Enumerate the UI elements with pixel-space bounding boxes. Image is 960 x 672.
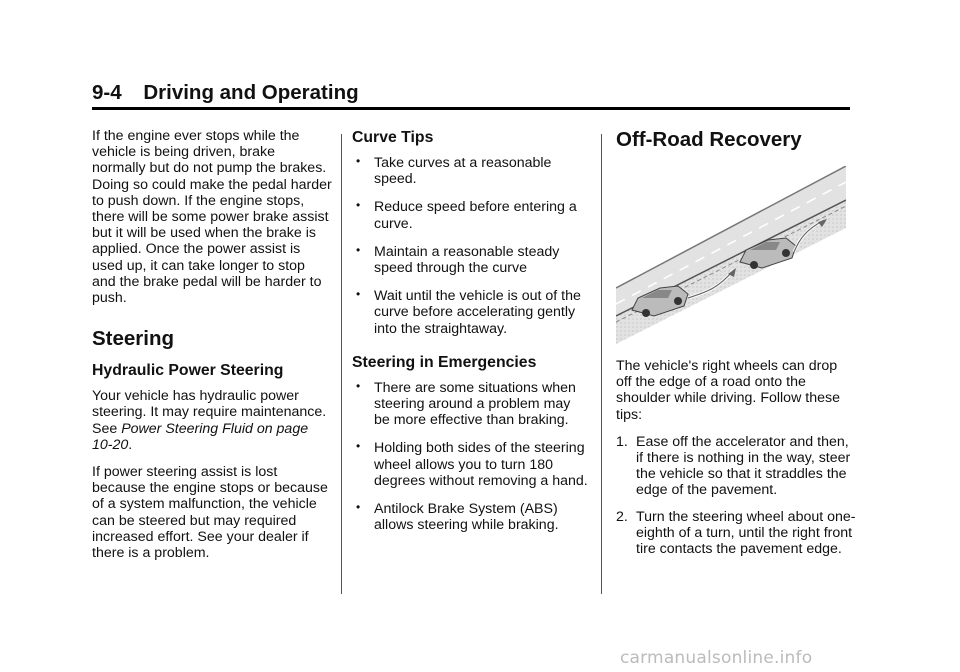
step-number: 1. bbox=[616, 433, 628, 450]
curve-tip-item-text: Reduce speed before entering a curve. bbox=[374, 199, 577, 232]
emergency-tips-list bbox=[352, 380, 590, 534]
off-road-recovery-illustration bbox=[616, 166, 846, 344]
section-title: Driving and Operating bbox=[143, 81, 359, 104]
watermark: carmanualsonline.info bbox=[620, 648, 813, 668]
recovery-step-item bbox=[616, 434, 856, 499]
bullet-icon: • bbox=[356, 500, 361, 515]
curve-tips-list bbox=[352, 155, 590, 337]
bullet-icon: • bbox=[356, 378, 361, 393]
steering-heading: Steering bbox=[92, 327, 175, 351]
hydraulic-text: Your vehicle has hydraulic power steering. It may require maintenance. See bbox=[92, 388, 327, 437]
emergency-tip-item-text: Holding both sides of the steering wheel allows you to turn 180 degrees without removing a hand. bbox=[374, 440, 588, 489]
recovery-step-item bbox=[616, 509, 856, 558]
bullet-icon: • bbox=[356, 242, 361, 257]
curve-tip-item bbox=[352, 244, 590, 276]
curve-tip-item-text: Wait until the vehicle is out of the curve before accelerating gently into the straightaway. bbox=[374, 288, 581, 337]
right-wheels-paragraph: The vehicle's right wheels can drop off the edge of a road onto the shoulder while driving. Follow these tips: bbox=[616, 358, 840, 423]
curve-tip-item bbox=[352, 155, 590, 187]
column-divider bbox=[601, 134, 602, 594]
curve-tip-item bbox=[352, 199, 590, 231]
hydraulic-paragraph bbox=[92, 388, 332, 453]
emergency-tip-item bbox=[352, 380, 590, 429]
page-number: 9-4 bbox=[92, 81, 122, 104]
column-divider bbox=[341, 134, 342, 594]
curve-tip-item bbox=[352, 288, 590, 337]
curve-tip-item-text: Take curves at a reasonable speed. bbox=[374, 155, 552, 188]
hydraulic-text-end: . bbox=[128, 436, 133, 453]
bullet-icon: • bbox=[356, 287, 361, 302]
recovery-steps-list bbox=[616, 434, 856, 557]
column-left bbox=[92, 128, 332, 572]
column-middle bbox=[352, 128, 590, 545]
engine-stop-paragraph: If the engine ever stops while the vehicle is being driven, brake normally but do not pump the brakes. Doing so could make the pedal harder to push down. If the engine stops, there will be some power brake assist but it will be used when the brake is applied. Once the power assist is used up, it can take longer to stop and the brake pedal will be harder to push. bbox=[92, 128, 332, 307]
emergency-tip-item bbox=[352, 440, 590, 489]
steering-lost-paragraph: If power steering assist is lost because the engine stops or because of a system malfunction, the vehicle can be steered but may required increased effort. See your dealer if there is a problem. bbox=[92, 464, 328, 562]
power-steering-fluid-link[interactable]: Power Steering Fluid on page 10-20 bbox=[92, 420, 309, 453]
curve-tip-item-text: Maintain a reasonable steady speed through the curve bbox=[374, 243, 560, 277]
column-right bbox=[616, 128, 856, 567]
curve-tips-heading: Curve Tips bbox=[352, 129, 434, 146]
step-text: Turn the steering wheel about one-eighth of a turn, until the right front tire contacts the pavement edge. bbox=[636, 508, 856, 558]
bullet-icon: • bbox=[356, 198, 361, 213]
emergency-tip-item bbox=[352, 501, 590, 533]
bullet-icon: • bbox=[356, 439, 361, 454]
emergency-tip-item-text: Antilock Brake System (ABS) allows steering while braking. bbox=[374, 501, 559, 534]
emergencies-heading: Steering in Emergencies bbox=[352, 353, 537, 371]
bullet-icon: • bbox=[356, 154, 361, 168]
step-number: 2. bbox=[616, 508, 628, 525]
step-text: Ease off the accelerator and then, if there is nothing in the way, steer the vehicle so that it straddles the edge of the pavement. bbox=[636, 433, 851, 499]
page-header bbox=[92, 81, 850, 110]
emergency-tip-item-text: There are some situations when steering around a problem may be more effective than braking. bbox=[374, 379, 576, 429]
hydraulic-steering-heading: Hydraulic Power Steering bbox=[92, 362, 284, 380]
off-road-recovery-heading: Off-Road Recovery bbox=[616, 128, 802, 151]
